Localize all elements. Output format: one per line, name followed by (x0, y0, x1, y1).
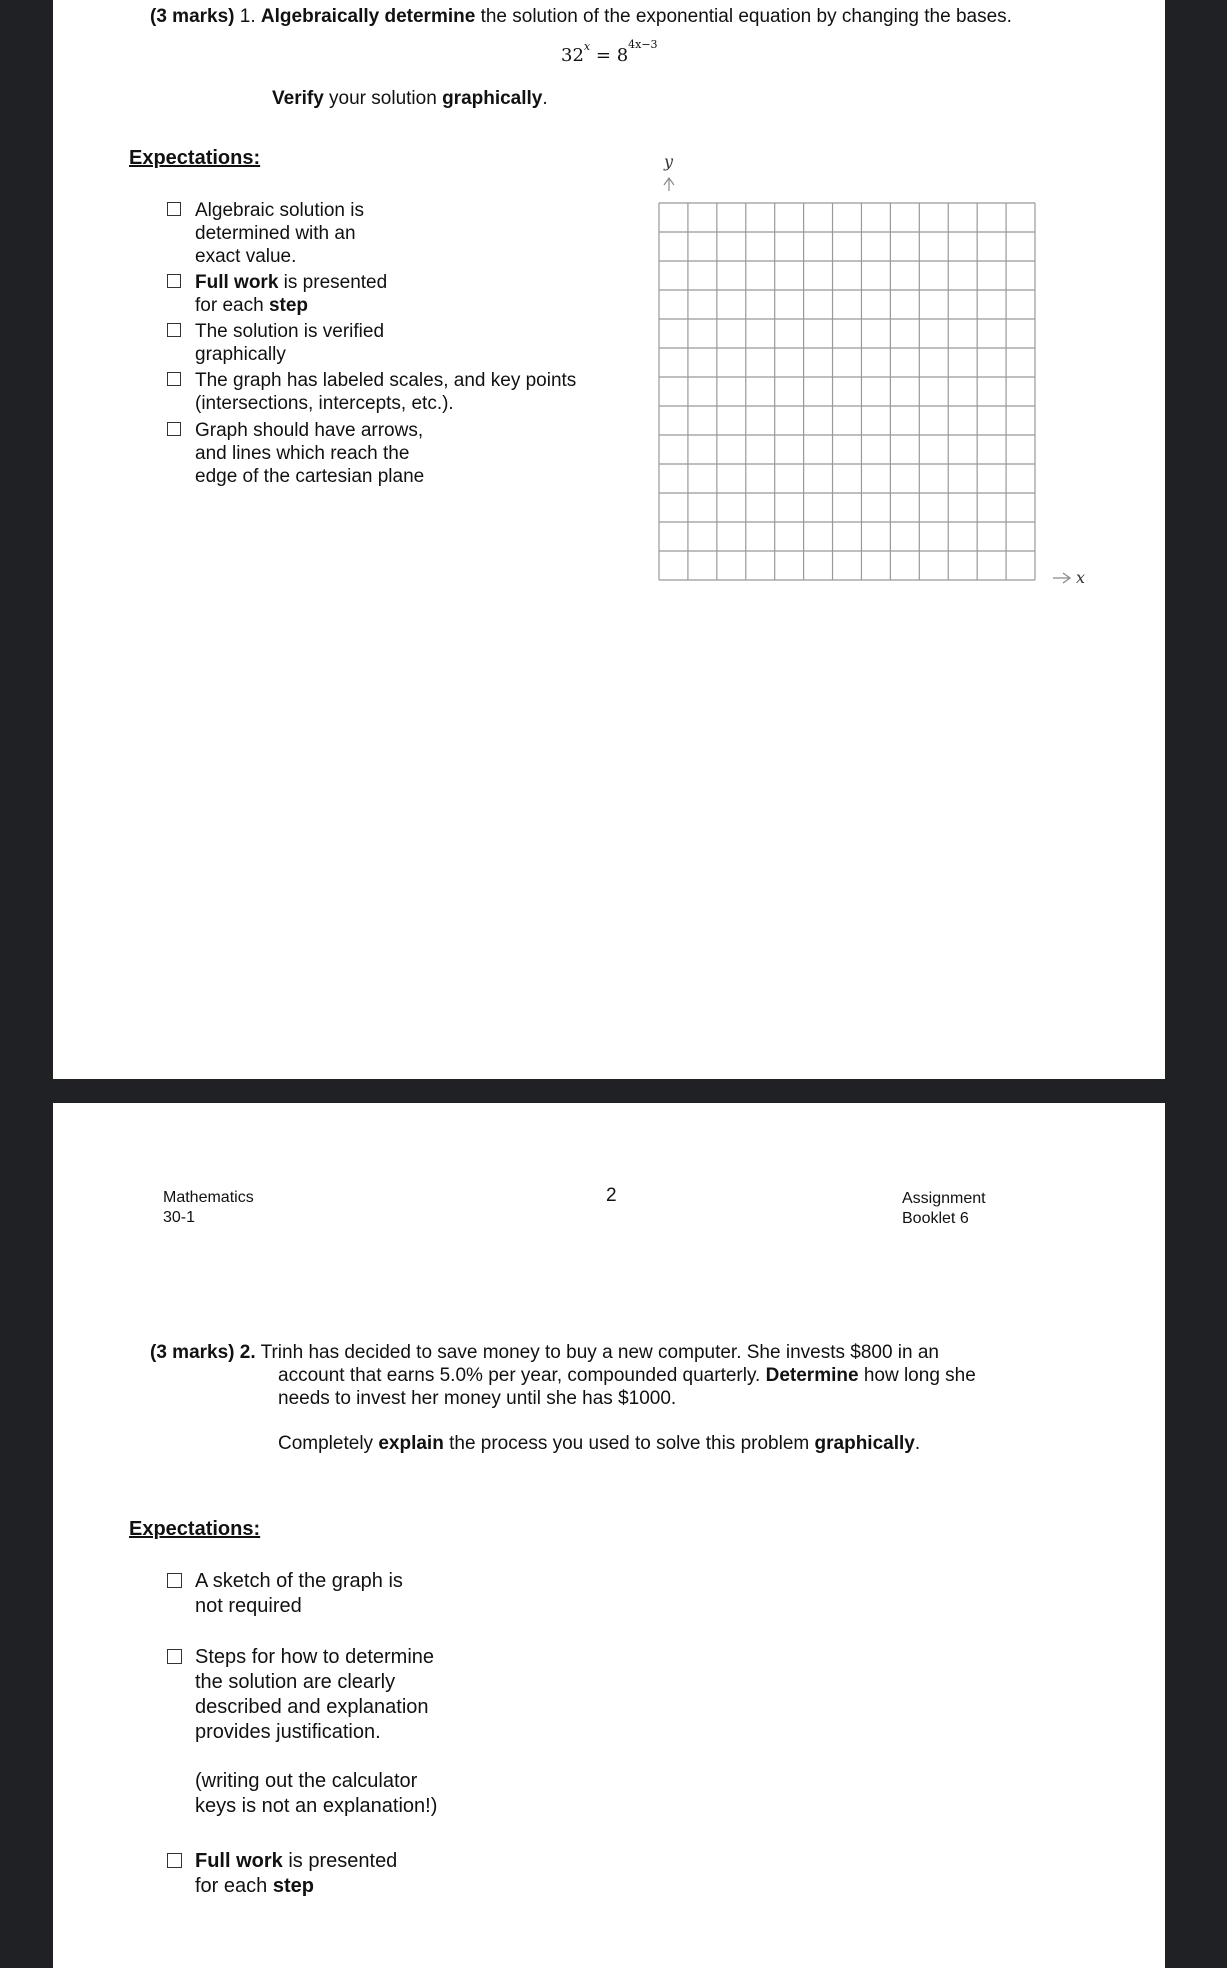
y-axis-arrow (664, 178, 674, 191)
question-1-prompt: (3 marks) 1. Algebraically determine the solution of the exponential equation by changing the bases. (150, 6, 1012, 27)
question-2-prompt: (3 marks) 2. Trinh has decided to save money to buy a new computer. She invests $800 in an (150, 1342, 940, 1363)
page-number: 2 (606, 1185, 617, 1206)
checkbox[interactable] (167, 202, 181, 216)
footer-booklet: Assignment Booklet 6 (902, 1190, 986, 1227)
expectations-heading-1: Expectations: (129, 147, 261, 169)
cartesian-grid[interactable] (653, 145, 1153, 595)
checkbox[interactable] (167, 323, 181, 337)
checkbox[interactable] (167, 1853, 182, 1868)
explain-instruction: Completely explain the process you used to solve this problem graphically. (278, 1433, 921, 1454)
question-2-line-2: account that earns 5.0% per year, compounded quarterly. Determine how long she (278, 1365, 976, 1386)
expectations-heading-2: Expectations: (129, 1518, 261, 1540)
page-2: Mathematics 30-1 2 Assignment Booklet 6 (3 marks) 2. Trinh has decided to save money to buy a new computer. She invests $800 in an account that earns 5.0% per year, compounded quarterly. Determine how long she needs to invest her money until she has $1000. Completely explain the process you used to solve this problem graphically. Expectations: A sketch of the graph is not required Steps for how to determine the solution are clearly described and explanation provides justification. (writing out the calculator keys is not an explanation!) Full work is presented for each step (53, 1103, 1165, 1968)
question-2-line-3: needs to invest her money until she has $1000. (278, 1388, 677, 1409)
checkbox[interactable] (167, 1649, 182, 1664)
page-1: (3 marks) 1. Algebraically determine the solution of the exponential equation by changing the bases. $32^x = 8^{4x-3}$ Verify your solution graphically. Expectations: Algebraic solution is determined with an exact value. Full work is presented for each step The solution is verified graphically The graph has labeled scales, and key points (intersections, intercepts, etc.). Graph should have arrows, and lines which reach the edge of the cartesian plane y x (53, 0, 1165, 1079)
checkbox[interactable] (167, 1573, 182, 1588)
x-axis-label: x (1076, 568, 1086, 587)
footer-course: Mathematics 30-1 (163, 1189, 254, 1226)
grid-lines (659, 203, 1035, 580)
x-axis-arrow (1053, 573, 1070, 583)
y-axis-label: y (664, 152, 674, 171)
question-1-equation: $32^x = 8^{4x-3}$ (561, 38, 658, 66)
checkbox[interactable] (167, 422, 181, 436)
checkbox[interactable] (167, 372, 181, 386)
verify-instruction: Verify your solution graphically. (272, 88, 548, 109)
checkbox[interactable] (167, 274, 181, 288)
